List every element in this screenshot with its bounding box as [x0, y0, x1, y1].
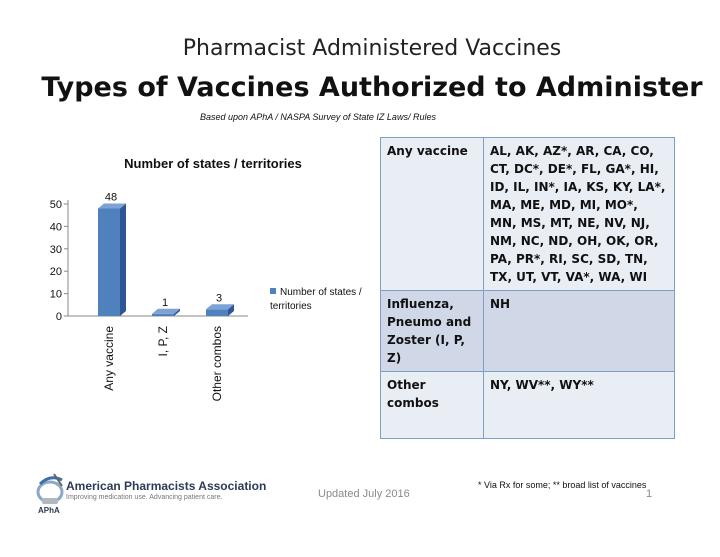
updated-date: Updated July 2016 [318, 488, 410, 500]
slide-heading: Types of Vaccines Authorized to Administer [41, 72, 703, 103]
data-label: 48 [104, 191, 118, 204]
data-label: 1 [161, 296, 169, 309]
states-cell: NY, WV**, WY** [484, 372, 675, 439]
vaccine-type-cell: Other combos [381, 372, 484, 439]
vaccine-type-cell: Any vaccine [381, 138, 484, 291]
chart-legend [270, 286, 380, 314]
bar [98, 208, 120, 316]
states-cell: AL, AK, AZ*, AR, CA, CO, CT, DC*, DE*, FL, GA*, HI, ID, IL, IN*, IA, KS, KY, LA*, MA, ME, MD, MI, MO*, MN, MS, MT, NE, NV, NJ, NM, NC, ND, OH, OK, OR, PA, PR*, RI, SC, SD, TN, TX, UT, VT, VA*, WA, WI [484, 138, 675, 291]
slide-title: Pharmacist Administered Vaccines [182, 36, 562, 61]
bar [152, 314, 174, 316]
logo-tagline: Improving medication use. Advancing patient care. [66, 494, 223, 501]
states-cell: NH [484, 291, 675, 372]
table-row [381, 291, 675, 372]
footnote: * Via Rx for some; ** broad list of vaccines [478, 480, 647, 490]
x-tick-label: Other combos [210, 326, 224, 402]
table-row [381, 372, 675, 439]
y-tick-label: 0 [55, 311, 62, 323]
apha-logo [36, 468, 267, 522]
logo-name: American Pharmacists Association [66, 479, 267, 493]
data-label: 3 [215, 292, 223, 305]
y-tick-label: 20 [49, 266, 62, 279]
chart-title: Number of states / territories [124, 156, 302, 171]
y-tick-label: 30 [49, 243, 62, 256]
y-tick-label: 40 [49, 221, 62, 234]
bar-side [120, 203, 126, 316]
mortar-pestle-icon [36, 470, 66, 510]
logo-abbrev: APhA [38, 506, 60, 515]
legend-label: Number of states / territories [270, 287, 362, 312]
x-tick-label: Any vaccine [102, 326, 116, 391]
table-row [381, 138, 675, 291]
vaccine-type-cell: Influenza, Pneumo and Zoster (I, P, Z) [381, 291, 484, 372]
vaccine-table [380, 137, 675, 439]
y-tick-label: 10 [49, 288, 62, 301]
x-tick-label: I, P, Z [156, 326, 170, 357]
legend-swatch [270, 288, 276, 294]
bar [206, 309, 228, 316]
slide-subtitle: Based upon APhA / NASPA Survey of State IZ Laws/ Rules [200, 112, 436, 122]
page-number: 1 [646, 488, 653, 500]
bar-chart [0, 0, 380, 430]
y-tick-label: 50 [49, 199, 62, 211]
